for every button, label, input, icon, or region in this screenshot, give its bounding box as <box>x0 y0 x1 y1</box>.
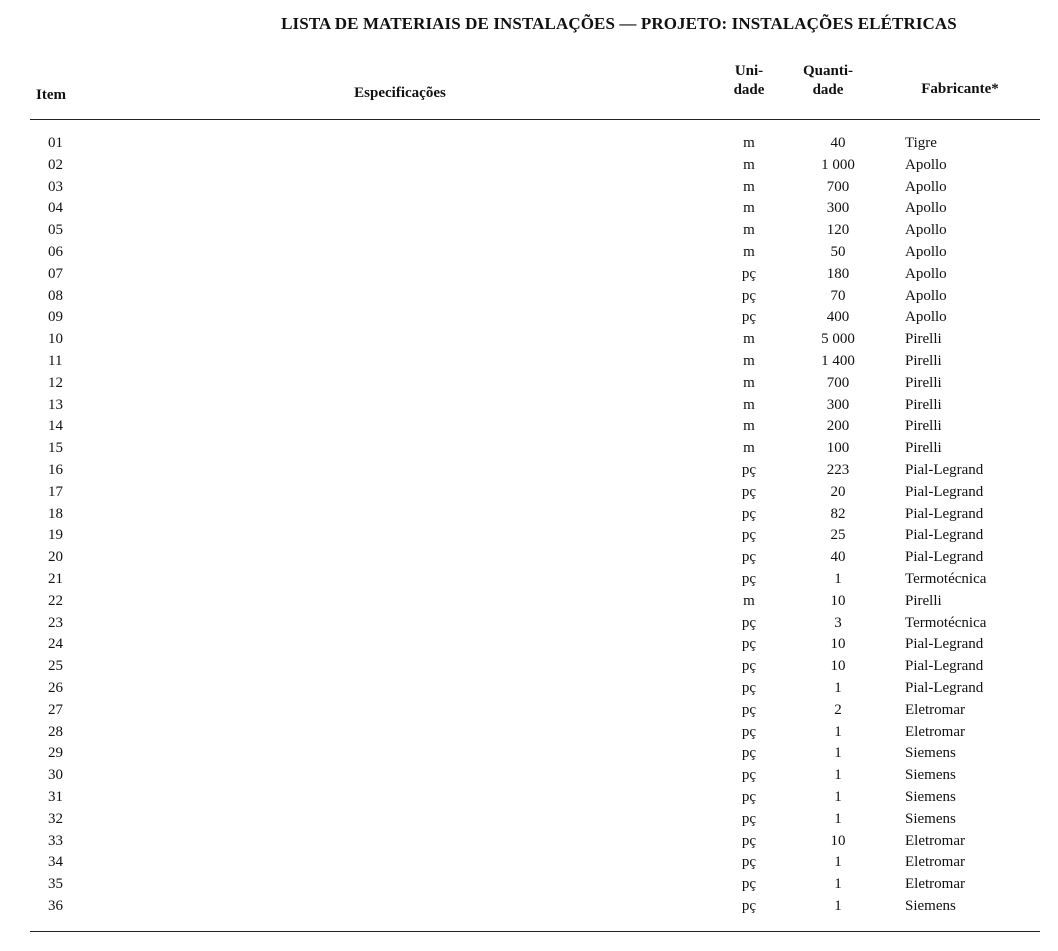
manufacturer-cell: Pial-Legrand <box>905 549 984 566</box>
table-row <box>0 307 1058 329</box>
unit-cell: pç <box>741 461 757 478</box>
item-number: 30 <box>48 767 63 784</box>
quantity-cell: 1 <box>834 788 842 805</box>
table-row <box>0 743 1058 765</box>
table-row <box>0 460 1058 482</box>
unit-cell: pç <box>741 614 757 631</box>
quantity-cell: 10 <box>830 592 846 609</box>
item-number: 25 <box>48 658 63 675</box>
unit-cell: pç <box>741 527 757 544</box>
quantity-cell: 1 400 <box>821 352 855 369</box>
item-number: 02 <box>48 156 63 173</box>
bottom-rule <box>30 931 1040 932</box>
quantity-cell: 1 <box>834 570 842 587</box>
item-number: 11 <box>48 352 63 369</box>
quantity-cell: 40 <box>830 549 846 566</box>
item-number: 03 <box>48 178 63 195</box>
header-unit-line2: dade <box>733 82 765 98</box>
item-number: 26 <box>48 679 63 696</box>
unit-cell: m <box>743 200 755 217</box>
manufacturer-cell: Pial-Legrand <box>905 527 984 544</box>
unit-cell: m <box>743 396 755 413</box>
unit-cell: pç <box>741 767 757 784</box>
manufacturer-cell: Apollo <box>905 156 947 173</box>
table-row <box>0 242 1058 264</box>
table-row <box>0 416 1058 438</box>
header-item: Item <box>36 87 66 103</box>
table-row <box>0 438 1058 460</box>
quantity-cell: 5 000 <box>821 331 855 348</box>
unit-cell: pç <box>741 483 757 500</box>
unit-cell: m <box>743 418 755 435</box>
quantity-cell: 70 <box>830 287 846 304</box>
manufacturer-cell: Eletromar <box>905 723 965 740</box>
header-quantity-line1: Quanti- <box>802 63 853 79</box>
quantity-cell: 1 <box>834 767 842 784</box>
table-row <box>0 809 1058 831</box>
table-row <box>0 569 1058 591</box>
quantity-cell: 1 000 <box>821 156 855 173</box>
table-row <box>0 591 1058 613</box>
item-number: 24 <box>48 636 63 653</box>
unit-cell: m <box>743 156 755 173</box>
unit-cell: m <box>743 331 755 348</box>
manufacturer-cell: Eletromar <box>905 832 965 849</box>
item-number: 19 <box>48 527 63 544</box>
manufacturer-cell: Siemens <box>905 810 956 827</box>
table-row <box>0 874 1058 896</box>
item-number: 12 <box>48 374 63 391</box>
unit-cell: pç <box>741 854 757 871</box>
item-number: 31 <box>48 788 63 805</box>
quantity-cell: 180 <box>826 265 850 282</box>
manufacturer-cell: Pial-Legrand <box>905 483 984 500</box>
table-row <box>0 482 1058 504</box>
table-row <box>0 220 1058 242</box>
table-row <box>0 264 1058 286</box>
table-row <box>0 634 1058 656</box>
item-number: 04 <box>48 200 63 217</box>
manufacturer-cell: Apollo <box>905 178 947 195</box>
quantity-cell: 1 <box>834 876 842 893</box>
manufacturer-cell: Siemens <box>905 897 956 914</box>
table-row <box>0 852 1058 874</box>
unit-cell: pç <box>741 876 757 893</box>
item-number: 17 <box>48 483 63 500</box>
table-row <box>0 700 1058 722</box>
quantity-cell: 1 <box>834 854 842 871</box>
table-row <box>0 896 1058 918</box>
quantity-cell: 400 <box>826 309 850 326</box>
item-number: 15 <box>48 440 63 457</box>
quantity-cell: 40 <box>830 135 846 151</box>
item-number: 08 <box>48 287 63 304</box>
unit-cell: pç <box>741 788 757 805</box>
manufacturer-cell: Pial-Legrand <box>905 679 984 696</box>
manufacturer-cell: Apollo <box>905 265 947 282</box>
manufacturer-cell: Pial-Legrand <box>905 636 984 653</box>
item-number: 28 <box>48 723 63 740</box>
unit-cell: pç <box>741 810 757 827</box>
table-row <box>0 155 1058 177</box>
manufacturer-cell: Eletromar <box>905 701 965 718</box>
item-number: 14 <box>48 418 63 435</box>
quantity-cell: 10 <box>830 658 846 675</box>
manufacturer-cell: Pirelli <box>905 352 942 369</box>
unit-cell: pç <box>741 745 757 762</box>
table-row <box>0 198 1058 220</box>
quantity-cell: 20 <box>830 483 846 500</box>
manufacturer-cell: Apollo <box>905 309 947 326</box>
quantity-cell: 1 <box>834 810 842 827</box>
unit-cell: pç <box>741 701 757 718</box>
manufacturer-cell: Pirelli <box>905 374 942 391</box>
table-row <box>0 831 1058 853</box>
item-number: 16 <box>48 461 63 478</box>
manufacturer-cell: Pial-Legrand <box>905 505 984 522</box>
table-row <box>0 286 1058 308</box>
quantity-cell: 300 <box>826 396 850 413</box>
item-number: 29 <box>48 745 63 762</box>
table-row <box>0 133 1058 155</box>
table-row <box>0 787 1058 809</box>
item-number: 21 <box>48 570 63 587</box>
quantity-cell: 100 <box>826 440 850 457</box>
unit-cell: pç <box>741 505 757 522</box>
manufacturer-cell: Tigre <box>905 135 937 151</box>
quantity-cell: 2 <box>834 701 842 718</box>
manufacturer-cell: Apollo <box>905 243 947 260</box>
unit-cell: pç <box>741 287 757 304</box>
quantity-cell: 700 <box>826 374 850 391</box>
table-row <box>0 678 1058 700</box>
manufacturer-cell: Pirelli <box>905 418 942 435</box>
unit-cell: m <box>743 374 755 391</box>
manufacturer-cell: Apollo <box>905 287 947 304</box>
quantity-cell: 120 <box>826 222 850 239</box>
quantity-cell: 10 <box>830 636 846 653</box>
table-row <box>0 351 1058 373</box>
unit-cell: pç <box>741 570 757 587</box>
unit-cell: m <box>743 352 755 369</box>
unit-cell: m <box>743 222 755 239</box>
item-number: 23 <box>48 614 63 631</box>
item-number: 35 <box>48 876 63 893</box>
item-number: 06 <box>48 243 63 260</box>
quantity-cell: 223 <box>826 461 850 478</box>
item-number: 18 <box>48 505 63 522</box>
unit-cell: pç <box>741 832 757 849</box>
unit-cell: pç <box>741 549 757 566</box>
manufacturer-cell: Eletromar <box>905 876 965 893</box>
quantity-cell: 3 <box>834 614 842 631</box>
table-row <box>0 177 1058 199</box>
table-row <box>0 329 1058 351</box>
materials-table-body <box>0 133 1058 918</box>
item-number: 33 <box>48 832 63 849</box>
table-row <box>0 504 1058 526</box>
unit-cell: m <box>743 243 755 260</box>
quantity-cell: 700 <box>826 178 850 195</box>
manufacturer-cell: Termotécnica <box>905 570 987 587</box>
quantity-cell: 82 <box>830 505 846 522</box>
manufacturer-cell: Siemens <box>905 767 956 784</box>
manufacturer-cell: Pirelli <box>905 331 942 348</box>
table-row <box>0 656 1058 678</box>
manufacturer-cell: Pirelli <box>905 440 942 457</box>
quantity-cell: 1 <box>834 679 842 696</box>
unit-cell: pç <box>741 309 757 326</box>
manufacturer-cell: Apollo <box>905 200 947 217</box>
quantity-cell: 10 <box>830 832 846 849</box>
item-number: 10 <box>48 331 63 348</box>
unit-cell: m <box>743 440 755 457</box>
manufacturer-cell: Pirelli <box>905 592 942 609</box>
header-manufacturer: Fabricante* <box>921 81 999 97</box>
table-row <box>0 525 1058 547</box>
item-number: 34 <box>48 854 63 871</box>
manufacturer-cell: Apollo <box>905 222 947 239</box>
quantity-cell: 1 <box>834 723 842 740</box>
manufacturer-cell: Pial-Legrand <box>905 461 984 478</box>
unit-cell: m <box>743 135 755 151</box>
item-number: 22 <box>48 592 63 609</box>
document-title: LISTA DE MATERIAIS DE INSTALAÇÕES — PROJETO: INSTALAÇÕES ELÉTRICAS <box>281 14 957 33</box>
header-quantity <box>792 62 864 100</box>
header-quantity-line2: dade <box>812 82 844 98</box>
quantity-cell: 1 <box>834 897 842 914</box>
header-unit-line1: Uni- <box>734 63 764 79</box>
item-number: 13 <box>48 396 63 413</box>
header-specifications: Especificações <box>354 85 446 101</box>
top-rule <box>30 119 1040 120</box>
unit-cell: pç <box>741 265 757 282</box>
table-row <box>0 613 1058 635</box>
unit-cell: pç <box>741 723 757 740</box>
quantity-cell: 200 <box>826 418 850 435</box>
item-number: 09 <box>48 309 63 326</box>
quantity-cell: 25 <box>830 527 846 544</box>
header-unit <box>718 62 780 100</box>
manufacturer-cell: Pial-Legrand <box>905 658 984 675</box>
manufacturer-cell: Termotécnica <box>905 614 987 631</box>
unit-cell: pç <box>741 658 757 675</box>
manufacturer-cell: Siemens <box>905 745 956 762</box>
manufacturer-cell: Pirelli <box>905 396 942 413</box>
item-number: 32 <box>48 810 63 827</box>
quantity-cell: 1 <box>834 745 842 762</box>
table-row <box>0 547 1058 569</box>
quantity-cell: 300 <box>826 200 850 217</box>
item-number: 20 <box>48 549 63 566</box>
unit-cell: pç <box>741 897 757 914</box>
manufacturer-cell: Eletromar <box>905 854 965 871</box>
table-row <box>0 395 1058 417</box>
unit-cell: m <box>743 178 755 195</box>
unit-cell: m <box>743 592 755 609</box>
item-number: 01 <box>48 135 63 151</box>
manufacturer-cell: Siemens <box>905 788 956 805</box>
table-row <box>0 765 1058 787</box>
table-row <box>0 373 1058 395</box>
item-number: 27 <box>48 701 63 718</box>
unit-cell: pç <box>741 636 757 653</box>
item-number: 36 <box>48 897 63 914</box>
unit-cell: pç <box>741 679 757 696</box>
table-row <box>0 722 1058 744</box>
item-number: 07 <box>48 265 63 282</box>
item-number: 05 <box>48 222 63 239</box>
quantity-cell: 50 <box>830 243 846 260</box>
